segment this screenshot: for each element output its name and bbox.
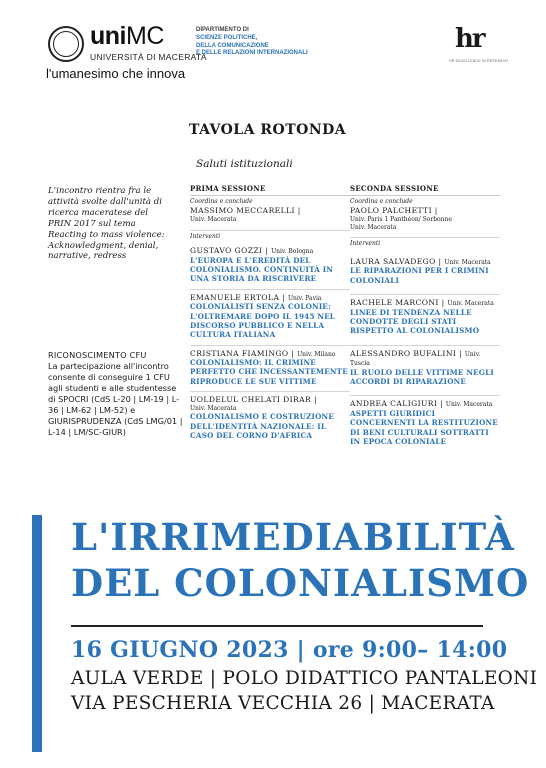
- talk-item: [350, 395, 500, 446]
- speaker-line: [350, 349, 500, 368]
- logo-uni-text: uni: [90, 22, 126, 50]
- session-title: SECONDA SESSIONE: [350, 184, 500, 196]
- speaker-name: ALESSANDRO BUFALINI |: [350, 348, 463, 358]
- saluti-istituzionali: Saluti istituzionali: [196, 158, 293, 170]
- speaker-line: [350, 257, 500, 267]
- hr-excellence-logo: hr: [455, 24, 484, 54]
- accent-bar: [32, 515, 42, 752]
- speaker-affiliation: Univ. Macerata: [190, 404, 237, 412]
- speaker-line: [190, 246, 350, 256]
- speaker-name: ANDREA CALIGIURI |: [350, 399, 444, 409]
- speaker-line: [190, 349, 350, 359]
- talk-title: L'EUROPA E L'EREDITÀ DEL COLONIALISMO. CONTINUITÀ IN UNA STORIA DA RISCRIVERE: [190, 255, 334, 284]
- logo-mc-text: MC: [126, 22, 164, 50]
- speaker-affiliation: Univ. Macerata: [445, 401, 493, 409]
- main-title-line: L'IRRIMEDIABILITÀ: [71, 515, 515, 559]
- speaker-affiliation: Univ. Macerata: [447, 300, 494, 308]
- university-motto: l'umanesimo che innova: [46, 66, 186, 81]
- event-date-time: 16 GIUGNO 2023 | ore 9:00– 14:00: [71, 637, 508, 663]
- speaker-line: [190, 293, 350, 303]
- talk-item: [350, 345, 500, 387]
- talk-title: LINEE DI TENDENZA NELLE CONDOTTE DEGLI STATI RISPETTO AL COLONIALISMO: [350, 307, 480, 336]
- cfu-body: La partecipazione all'incontro consente di conseguire 1 CFU agli studenti e alle studentesse di SPOCRI (CdS L-20 | LM-19 | L-36 | LM-62 | LM-52) e GIURISPRUDENZA (CdS LMG/01 | L-14 | LM/SC-GIUR): [48, 361, 183, 438]
- talk-title: COLONIALISMO E COSTRUZIONE DELL'IDENTITÀ NAZIONALE: IL CASO DEL CORNO D'AFRICA: [190, 412, 334, 441]
- coordinator-name: MASSIMO MECCARELLI |: [190, 206, 301, 216]
- university-seal-icon: [48, 26, 84, 62]
- event-type-heading: TAVOLA ROTONDA: [189, 122, 347, 138]
- department-line: SCIENZE POLITICHE,: [196, 34, 258, 41]
- talk-item: [350, 257, 500, 285]
- talk-item: [190, 289, 350, 340]
- department-line: DIPARTIMENTO DI: [196, 27, 249, 33]
- speaker-name: RACHELE MARCONI |: [350, 298, 445, 308]
- coordinator-affiliation: Univ. Macerata: [350, 223, 397, 231]
- speaker-affiliation: Univ. Milano: [297, 350, 336, 358]
- coordinator-label: Coordina e conclude: [350, 198, 413, 205]
- talk-title: COLONIALISTI SENZA COLONIE: L'OLTREMARE DOPO IL 1945 NEL DISCORSO PUBBLICO E NELLA CULTURA ITALIANA: [190, 302, 336, 340]
- speaker-line: [350, 399, 500, 409]
- speaker-line: [350, 298, 500, 308]
- speaker-name: CRISTIANA FIAMINGO |: [190, 348, 295, 358]
- speaker-name: EMANUELE ERTOLA |: [190, 292, 286, 302]
- coordinator-name: PAOLO PALCHETTI |: [350, 206, 438, 216]
- department-line: DELLA COMUNICAZIONE: [196, 42, 269, 49]
- divider: [71, 625, 483, 627]
- talk-item: [190, 391, 350, 440]
- interventi-label: Interventi: [190, 230, 350, 241]
- department-line: E DELLE RELAZIONI INTERNAZIONALI: [196, 50, 308, 57]
- talk-title: LE RIPARAZIONI PER I CRIMINI COLONIALI: [350, 266, 489, 285]
- speaker-affiliation: Univ. Bologna: [271, 248, 314, 256]
- cfu-block: [48, 350, 183, 439]
- interventi-label: Interventi: [350, 237, 500, 248]
- speaker-affiliation: Univ. Tuscia: [350, 350, 481, 368]
- coordinator-label: Coordina e conclude: [190, 198, 253, 205]
- coordinator-affiliation: Univ. Paris 1 Panthéon/ Sorbonne: [350, 215, 452, 223]
- speaker-name: LAURA SALVADEGO |: [350, 256, 442, 266]
- speaker-affiliation: Univ. Pavia: [287, 294, 322, 302]
- cfu-title: RICONOSCIMENTO CFU: [48, 350, 147, 360]
- event-address: VIA PESCHERIA VECCHIA 26 | MACERATA: [71, 693, 495, 714]
- event-venue: AULA VERDE | POLO DIDATTICO PANTALEONI: [71, 668, 538, 689]
- session-prima: [190, 184, 350, 441]
- talk-item: [350, 294, 500, 336]
- main-title-line: DEL COLONIALISMO: [71, 560, 530, 605]
- speaker-affiliation: Univ. Macerata: [444, 258, 491, 266]
- talk-item: [190, 345, 350, 387]
- talk-title: IL RUOLO DELLE VITTIME NEGLI ACCORDI DI RIPARAZIONE: [350, 367, 494, 387]
- talk-title: COLONIALISMO: IL CRIMINE PERFETTO CHE INCESSANTEMENTE RIPRODUCE LE SUE VITTIME: [190, 358, 348, 386]
- intro-text: L'incontro rientra fra le attività svolte dall'unità di ricerca maceratese del PRIN 2017 sul tema Reacting to mass violence: Acknowledgment, denial, narrative, redress: [48, 186, 165, 262]
- university-name: UNIVERSITÀ DI MACERATA: [90, 52, 207, 62]
- speaker-line: [190, 395, 350, 404]
- speaker-name: UOLDELUL CHELATI DIRAR |: [190, 395, 317, 405]
- talk-title: ASPETTI GIURIDICI CONCERNENTI LA RESTITUZIONE DI BENI CULTURALI SOTTRATTI IN EPOCA COLONIALE: [350, 408, 498, 446]
- speaker-name: GUSTAVO GOZZI |: [190, 246, 269, 256]
- main-title: [71, 515, 531, 606]
- coordinator-affiliation: Univ. Macerata: [190, 215, 237, 223]
- unimc-logo: [90, 24, 164, 49]
- session-title: PRIMA SESSIONE: [190, 184, 350, 196]
- session-seconda: [350, 184, 500, 446]
- talk-item: [190, 246, 350, 284]
- hr-excellence-caption: HR EXCELLENCE IN RESEARCH: [449, 59, 509, 63]
- department-name: [196, 27, 346, 58]
